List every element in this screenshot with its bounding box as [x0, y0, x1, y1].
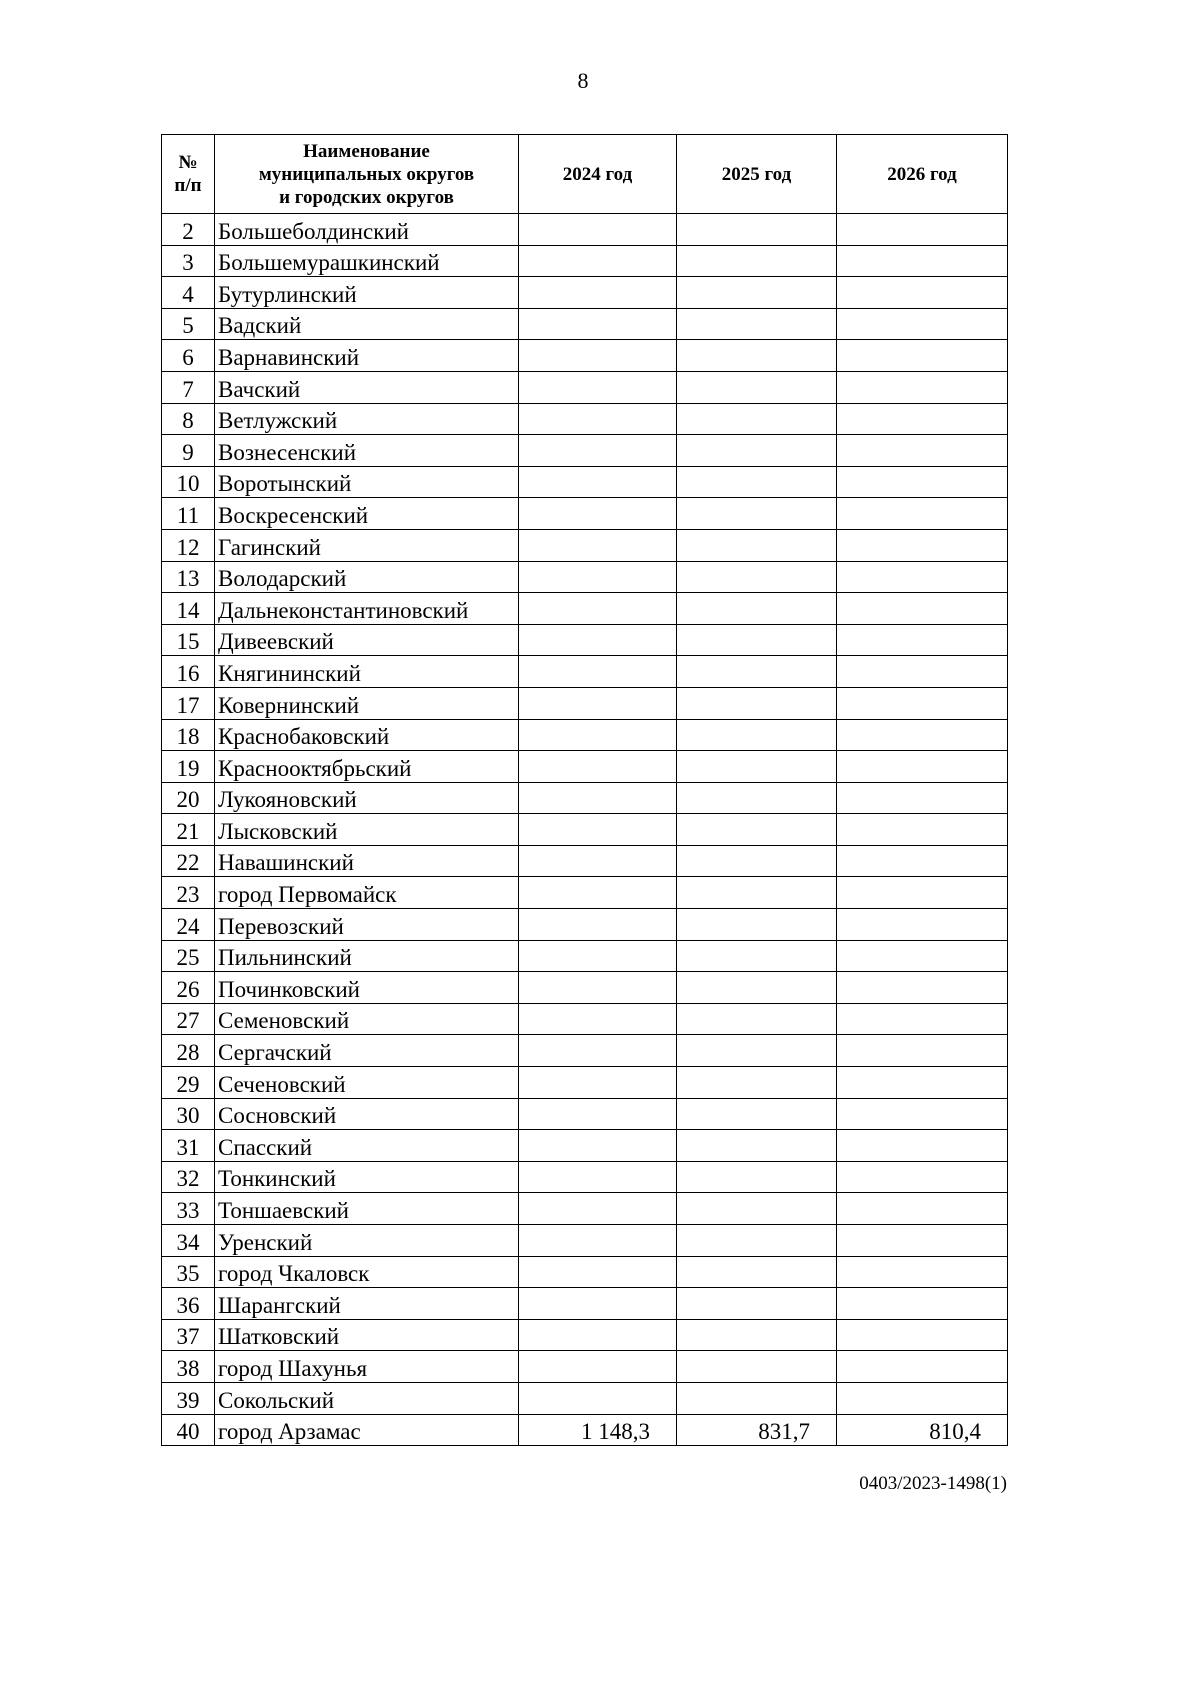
table-row — [162, 435, 1008, 467]
value-2024 — [519, 656, 677, 688]
value-2026 — [837, 308, 1008, 340]
value-2025 — [677, 940, 837, 972]
value-2025 — [677, 1382, 837, 1414]
value-2026 — [837, 435, 1008, 467]
municipality-name: Семеновский — [215, 1003, 519, 1035]
value-2025 — [677, 435, 837, 467]
table-row — [162, 1067, 1008, 1099]
table-row — [162, 403, 1008, 435]
municipality-name: Володарский — [215, 561, 519, 593]
municipality-name: Воскресенский — [215, 498, 519, 530]
value-2026 — [837, 245, 1008, 277]
value-2026 — [837, 340, 1008, 372]
municipality-name: Гагинский — [215, 529, 519, 561]
value-2026 — [837, 909, 1008, 941]
header-name: Наименование муниципальных округов и городских округов — [215, 135, 519, 214]
value-2025 — [677, 466, 837, 498]
value-2025 — [677, 1098, 837, 1130]
value-2024 — [519, 1351, 677, 1383]
municipality-name: Вадский — [215, 308, 519, 340]
value-2024 — [519, 845, 677, 877]
table-row — [162, 1225, 1008, 1257]
municipality-name: Княгининский — [215, 656, 519, 688]
value-2025 — [677, 340, 837, 372]
value-2026 — [837, 1288, 1008, 1320]
table-row — [162, 751, 1008, 783]
value-2025 — [677, 1288, 837, 1320]
value-2025 — [677, 277, 837, 309]
municipality-name: Дальнеконстантиновский — [215, 593, 519, 625]
row-number: 20 — [162, 782, 215, 814]
municipality-name: Спасский — [215, 1130, 519, 1162]
value-2024 — [519, 877, 677, 909]
value-2026 — [837, 593, 1008, 625]
table-row — [162, 1414, 1008, 1446]
table-row — [162, 656, 1008, 688]
value-2026 — [837, 1098, 1008, 1130]
table-row — [162, 1035, 1008, 1067]
row-number: 10 — [162, 466, 215, 498]
table-row — [162, 972, 1008, 1004]
row-number: 14 — [162, 593, 215, 625]
table-row — [162, 593, 1008, 625]
municipality-name: Вознесенский — [215, 435, 519, 467]
municipality-name: Лысковский — [215, 814, 519, 846]
value-2024 — [519, 1098, 677, 1130]
value-2024 — [519, 277, 677, 309]
value-2026 — [837, 751, 1008, 783]
row-number: 31 — [162, 1130, 215, 1162]
value-2026 — [837, 877, 1008, 909]
value-2026 — [837, 940, 1008, 972]
table-row — [162, 687, 1008, 719]
value-2025 — [677, 877, 837, 909]
value-2024 — [519, 1161, 677, 1193]
value-2025: 831,7 — [677, 1414, 837, 1446]
table-header-row — [162, 135, 1008, 214]
value-2026 — [837, 498, 1008, 530]
value-2025 — [677, 1319, 837, 1351]
value-2026 — [837, 972, 1008, 1004]
value-2025 — [677, 845, 837, 877]
value-2025 — [677, 1035, 837, 1067]
municipality-name: Сосновский — [215, 1098, 519, 1130]
table-row — [162, 909, 1008, 941]
value-2024 — [519, 1130, 677, 1162]
row-number: 19 — [162, 751, 215, 783]
table-row — [162, 719, 1008, 751]
table-row — [162, 466, 1008, 498]
row-number: 5 — [162, 308, 215, 340]
value-2025 — [677, 403, 837, 435]
value-2024 — [519, 371, 677, 403]
row-number: 39 — [162, 1382, 215, 1414]
value-2025 — [677, 371, 837, 403]
row-number: 11 — [162, 498, 215, 530]
value-2026 — [837, 561, 1008, 593]
value-2026 — [837, 687, 1008, 719]
value-2026 — [837, 782, 1008, 814]
row-number: 29 — [162, 1067, 215, 1099]
municipality-name: Воротынский — [215, 466, 519, 498]
value-2024 — [519, 972, 677, 1004]
row-number: 33 — [162, 1193, 215, 1225]
value-2025 — [677, 498, 837, 530]
header-2026: 2026 год — [837, 135, 1008, 214]
table-row — [162, 1351, 1008, 1383]
table-row — [162, 561, 1008, 593]
row-number: 35 — [162, 1256, 215, 1288]
value-2024 — [519, 245, 677, 277]
municipality-name: Варнавинский — [215, 340, 519, 372]
row-number: 40 — [162, 1414, 215, 1446]
value-2026 — [837, 403, 1008, 435]
table-row — [162, 782, 1008, 814]
value-2026 — [837, 656, 1008, 688]
value-2024 — [519, 1035, 677, 1067]
municipality-name: город Чкаловск — [215, 1256, 519, 1288]
value-2024 — [519, 340, 677, 372]
table-row — [162, 845, 1008, 877]
value-2024 — [519, 1067, 677, 1099]
value-2026 — [837, 466, 1008, 498]
row-number: 30 — [162, 1098, 215, 1130]
row-number: 27 — [162, 1003, 215, 1035]
row-number: 34 — [162, 1225, 215, 1257]
row-number: 17 — [162, 687, 215, 719]
table-row — [162, 371, 1008, 403]
value-2026 — [837, 1193, 1008, 1225]
value-2025 — [677, 1130, 837, 1162]
row-number: 4 — [162, 277, 215, 309]
value-2024 — [519, 403, 677, 435]
municipality-name: Навашинский — [215, 845, 519, 877]
row-number: 26 — [162, 972, 215, 1004]
value-2024 — [519, 782, 677, 814]
value-2025 — [677, 561, 837, 593]
table-row — [162, 308, 1008, 340]
table-row — [162, 877, 1008, 909]
value-2025 — [677, 1193, 837, 1225]
table-row — [162, 1098, 1008, 1130]
value-2024 — [519, 561, 677, 593]
table-row — [162, 498, 1008, 530]
row-number: 6 — [162, 340, 215, 372]
municipality-name: Перевозский — [215, 909, 519, 941]
municipality-name: Большеболдинский — [215, 214, 519, 246]
value-2025 — [677, 1003, 837, 1035]
value-2026 — [837, 277, 1008, 309]
value-2024 — [519, 1003, 677, 1035]
value-2024 — [519, 1193, 677, 1225]
value-2025 — [677, 1161, 837, 1193]
value-2024: 1 148,3 — [519, 1414, 677, 1446]
row-number: 36 — [162, 1288, 215, 1320]
value-2024 — [519, 308, 677, 340]
value-2024 — [519, 593, 677, 625]
value-2024 — [519, 466, 677, 498]
value-2024 — [519, 1288, 677, 1320]
value-2026 — [837, 371, 1008, 403]
value-2024 — [519, 1225, 677, 1257]
table-row — [162, 529, 1008, 561]
municipality-name: Уренский — [215, 1225, 519, 1257]
table-row — [162, 1193, 1008, 1225]
municipality-name: город Первомайск — [215, 877, 519, 909]
municipality-name: Бутурлинский — [215, 277, 519, 309]
header-2025: 2025 год — [677, 135, 837, 214]
table-row — [162, 277, 1008, 309]
value-2025 — [677, 656, 837, 688]
table-row — [162, 1256, 1008, 1288]
value-2024 — [519, 435, 677, 467]
value-2026 — [837, 529, 1008, 561]
value-2025 — [677, 214, 837, 246]
municipality-name: Ветлужский — [215, 403, 519, 435]
municipality-name: Краснооктябрьский — [215, 751, 519, 783]
row-number: 25 — [162, 940, 215, 972]
municipality-name: Сергачский — [215, 1035, 519, 1067]
value-2025 — [677, 1067, 837, 1099]
row-number: 9 — [162, 435, 215, 467]
municipality-name: Шатковский — [215, 1319, 519, 1351]
table-row — [162, 814, 1008, 846]
municipality-name: Сокольский — [215, 1382, 519, 1414]
table-row — [162, 1003, 1008, 1035]
row-number: 7 — [162, 371, 215, 403]
municipality-name: Дивеевский — [215, 624, 519, 656]
value-2025 — [677, 972, 837, 1004]
value-2024 — [519, 1256, 677, 1288]
value-2025 — [677, 593, 837, 625]
value-2024 — [519, 1382, 677, 1414]
municipality-name: Шарангский — [215, 1288, 519, 1320]
value-2024 — [519, 214, 677, 246]
table-row — [162, 214, 1008, 246]
row-number: 13 — [162, 561, 215, 593]
row-number: 8 — [162, 403, 215, 435]
municipality-name: Починковский — [215, 972, 519, 1004]
value-2026 — [837, 1225, 1008, 1257]
value-2024 — [519, 751, 677, 783]
value-2025 — [677, 1256, 837, 1288]
table-row — [162, 340, 1008, 372]
value-2026 — [837, 845, 1008, 877]
municipality-name: Краснобаковский — [215, 719, 519, 751]
value-2025 — [677, 782, 837, 814]
value-2024 — [519, 1319, 677, 1351]
value-2026 — [837, 1035, 1008, 1067]
value-2026 — [837, 1382, 1008, 1414]
page-number: 8 — [577, 68, 589, 93]
table-row — [162, 1130, 1008, 1162]
municipality-name: Пильнинский — [215, 940, 519, 972]
table-row — [162, 245, 1008, 277]
value-2024 — [519, 498, 677, 530]
value-2026 — [837, 1351, 1008, 1383]
municipality-name: Сеченовский — [215, 1067, 519, 1099]
value-2026: 810,4 — [837, 1414, 1008, 1446]
table-row — [162, 1288, 1008, 1320]
municipality-name: город Шахунья — [215, 1351, 519, 1383]
value-2025 — [677, 1351, 837, 1383]
municipality-name: Вачский — [215, 371, 519, 403]
value-2025 — [677, 751, 837, 783]
value-2024 — [519, 624, 677, 656]
row-number: 16 — [162, 656, 215, 688]
row-number: 3 — [162, 245, 215, 277]
value-2025 — [677, 909, 837, 941]
header-2024: 2024 год — [519, 135, 677, 214]
table-row — [162, 1161, 1008, 1193]
allocation-table — [161, 134, 1008, 1446]
value-2024 — [519, 687, 677, 719]
row-number: 38 — [162, 1351, 215, 1383]
value-2026 — [837, 1161, 1008, 1193]
row-number: 18 — [162, 719, 215, 751]
value-2025 — [677, 687, 837, 719]
table-row — [162, 940, 1008, 972]
value-2024 — [519, 940, 677, 972]
row-number: 15 — [162, 624, 215, 656]
municipality-name: Лукояновский — [215, 782, 519, 814]
value-2025 — [677, 529, 837, 561]
row-number: 28 — [162, 1035, 215, 1067]
row-number: 21 — [162, 814, 215, 846]
municipality-name: Ковернинский — [215, 687, 519, 719]
municipality-name: город Арзамас — [215, 1414, 519, 1446]
row-number: 32 — [162, 1161, 215, 1193]
row-number: 37 — [162, 1319, 215, 1351]
value-2026 — [837, 719, 1008, 751]
value-2026 — [837, 1256, 1008, 1288]
value-2024 — [519, 909, 677, 941]
municipality-name: Тоншаевский — [215, 1193, 519, 1225]
value-2024 — [519, 814, 677, 846]
table-row — [162, 1382, 1008, 1414]
value-2025 — [677, 814, 837, 846]
value-2026 — [837, 214, 1008, 246]
value-2026 — [837, 1130, 1008, 1162]
header-number: № п/п — [162, 135, 215, 214]
document-code: 0403/2023-1498(1) — [859, 1473, 1007, 1494]
value-2026 — [837, 624, 1008, 656]
value-2025 — [677, 245, 837, 277]
value-2026 — [837, 1319, 1008, 1351]
row-number: 22 — [162, 845, 215, 877]
value-2024 — [519, 529, 677, 561]
value-2026 — [837, 1067, 1008, 1099]
value-2025 — [677, 308, 837, 340]
table-body — [162, 214, 1008, 1446]
municipality-name: Большемурашкинский — [215, 245, 519, 277]
table-row — [162, 624, 1008, 656]
value-2026 — [837, 1003, 1008, 1035]
value-2025 — [677, 719, 837, 751]
table-row — [162, 1319, 1008, 1351]
value-2026 — [837, 814, 1008, 846]
value-2025 — [677, 624, 837, 656]
row-number: 24 — [162, 909, 215, 941]
row-number: 2 — [162, 214, 215, 246]
row-number: 12 — [162, 529, 215, 561]
value-2024 — [519, 719, 677, 751]
row-number: 23 — [162, 877, 215, 909]
municipality-name: Тонкинский — [215, 1161, 519, 1193]
value-2025 — [677, 1225, 837, 1257]
